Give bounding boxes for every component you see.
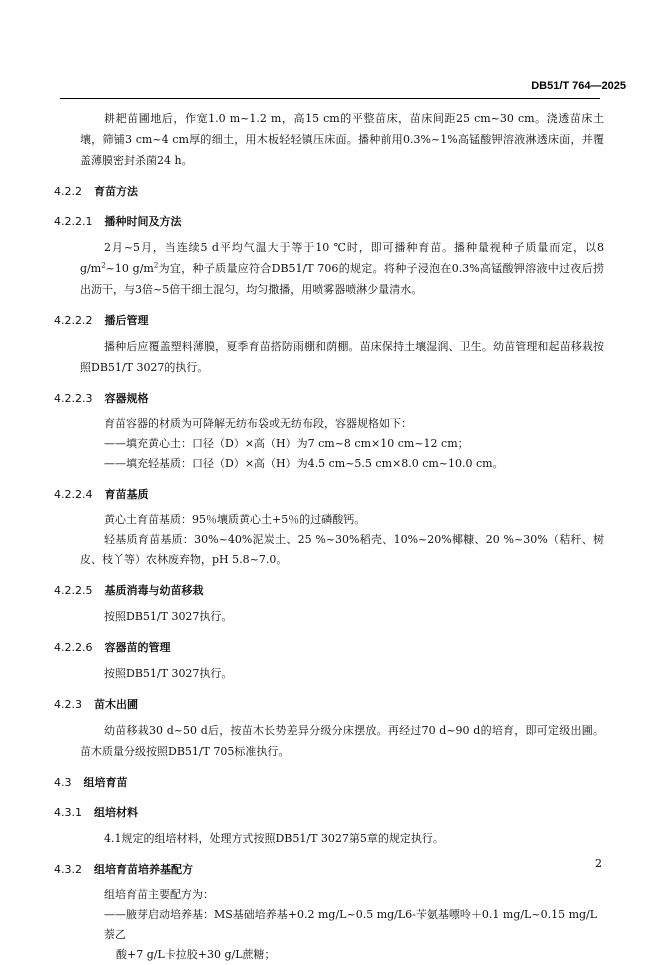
heading-4-2-2-2 bbox=[54, 312, 604, 330]
heading-title: 育苗方法 bbox=[94, 185, 138, 198]
heading-title: 育苗基质 bbox=[104, 488, 149, 501]
heading-number: 4.2.2.1 bbox=[54, 215, 93, 228]
heading-number: 4.2.2.6 bbox=[54, 641, 93, 654]
document-id-header: DB51/T 764—2025 bbox=[531, 80, 626, 92]
paragraph-container: 育苗容器的材质为可降解无纺布袋或无纺布段，容器规格如下： bbox=[104, 417, 412, 430]
heading-4-2-2-5 bbox=[54, 582, 604, 600]
heading-4-2-2-3 bbox=[54, 390, 604, 408]
list-item bbox=[80, 905, 604, 965]
heading-4-2-2-4 bbox=[54, 486, 604, 504]
heading-title: 组培育苗 bbox=[83, 776, 128, 789]
paragraph-seedbed: 耕耙苗圃地后，作宽1.0 m~1.2 m，高15 cm的平整苗床，苗床间距25 cm~30 cm。浇透苗床土壤，筛铺3 cm~4 cm厚的细土，用木板轻轻镇压床面。播种前用0.3%~1%高锰酸钾溶液淋透床面，并覆盖薄膜密封杀菌24 h。 bbox=[80, 112, 604, 167]
heading-title: 苗木出圃 bbox=[94, 698, 138, 711]
paragraph-post-sowing: 播种后应覆盖塑料薄膜，夏季育苗搭防雨棚和荫棚。苗床保持土壤湿润、卫生。幼苗管理和起苗移栽按照DB51/T 3027的执行。 bbox=[80, 340, 604, 374]
heading-4-2-2-1 bbox=[54, 213, 604, 231]
header-rule bbox=[60, 98, 600, 99]
heading-number: 4.2.2.2 bbox=[54, 314, 93, 327]
superscript: 2 bbox=[153, 261, 159, 270]
heading-number: 4.2.2.4 bbox=[54, 488, 93, 501]
heading-title: 播种时间及方法 bbox=[104, 215, 182, 228]
paragraph-medium-intro: 组培育苗主要配方为： bbox=[104, 888, 214, 901]
list-item: ——填充黄心土：口径（D）×高（H）为7 cm~8 cm×10 cm~12 cm； bbox=[104, 437, 469, 450]
heading-title: 容器规格 bbox=[104, 392, 149, 405]
paragraph-substrate-2: 轻基质育苗基质：30%~40%泥炭土、25 %~30%稻壳、10%~20%椰糠、20 %~30%（秸秆、树皮、枝丫等）农林废弃物，pH 5.8~7.0。 bbox=[80, 533, 604, 566]
heading-title: 容器苗的管理 bbox=[104, 641, 171, 654]
paragraph-disinfection: 按照DB51/T 3027执行。 bbox=[104, 610, 233, 623]
heading-4-2-2 bbox=[54, 183, 604, 201]
list-item-continuation: 酸+7 g/L卡拉胶+30 g/L蔗糖； bbox=[116, 948, 276, 961]
heading-number: 4.3 bbox=[54, 776, 72, 789]
heading-4-3-2 bbox=[54, 861, 604, 879]
heading-4-2-2-6 bbox=[54, 639, 604, 657]
heading-number: 4.2.2.5 bbox=[54, 584, 93, 597]
heading-number: 4.2.3 bbox=[54, 698, 82, 711]
heading-4-3 bbox=[54, 774, 604, 792]
paragraph-sowing bbox=[80, 237, 604, 300]
paragraph-substrate-1: 黄心土育苗基质：95％壤质黄心土+5％的过磷酸钙。 bbox=[104, 513, 366, 526]
heading-title: 组培育苗培养基配方 bbox=[94, 863, 193, 876]
text-run: 为宜，种子质量应符合DB51/T 706的规定。将种子浸泡在0.3%高锰酸钾溶液中过夜后捞出沥干，与3倍~5倍干细土混匀，均匀撒播，用喷雾器喷淋少量清水。 bbox=[80, 262, 604, 296]
heading-number: 4.3.1 bbox=[54, 806, 82, 819]
list-item-line: ——腋芽启动培养基：MS基础培养基+0.2 mg/L~0.5 mg/L6-苄氨基嘌呤＋0.1 mg/L~0.15 mg/L萘乙 bbox=[104, 908, 598, 941]
paragraph-nursery-out: 幼苗移栽30 d~50 d后，按苗木长势差异分级分床摆放。再经过70 d~90 d的培育，即可定级出圃。苗木质量分级按照DB51/T 705标准执行。 bbox=[80, 724, 604, 758]
heading-title: 基质消毒与幼苗移栽 bbox=[104, 584, 204, 597]
document-body bbox=[54, 108, 604, 965]
heading-title: 播后管理 bbox=[104, 314, 149, 327]
heading-title: 组培材料 bbox=[94, 806, 138, 819]
page-number: 2 bbox=[595, 857, 602, 870]
paragraph-tissue-material: 4.1规定的组培材料，处理方式按照DB51/T 3027第5章的规定执行。 bbox=[104, 832, 444, 845]
heading-number: 4.2.2 bbox=[54, 185, 82, 198]
heading-number: 4.3.2 bbox=[54, 863, 82, 876]
text-run: ~10 g/m bbox=[105, 262, 154, 275]
superscript: 2 bbox=[101, 261, 106, 270]
heading-4-2-3 bbox=[54, 696, 604, 714]
text-run: 2月~5月，当连续5 d平均气温大于等于10 ℃时，即可播种育苗。播种量视种子质量而定，以8 g/m bbox=[80, 241, 604, 275]
heading-4-3-1 bbox=[54, 804, 604, 822]
heading-number: 4.2.2.3 bbox=[54, 392, 93, 405]
paragraph-container-management: 按照DB51/T 3027执行。 bbox=[104, 667, 233, 680]
list-item: ——填充轻基质：口径（D）×高（H）为4.5 cm~5.5 cm×8.0 cm~10.0 cm。 bbox=[104, 457, 504, 470]
